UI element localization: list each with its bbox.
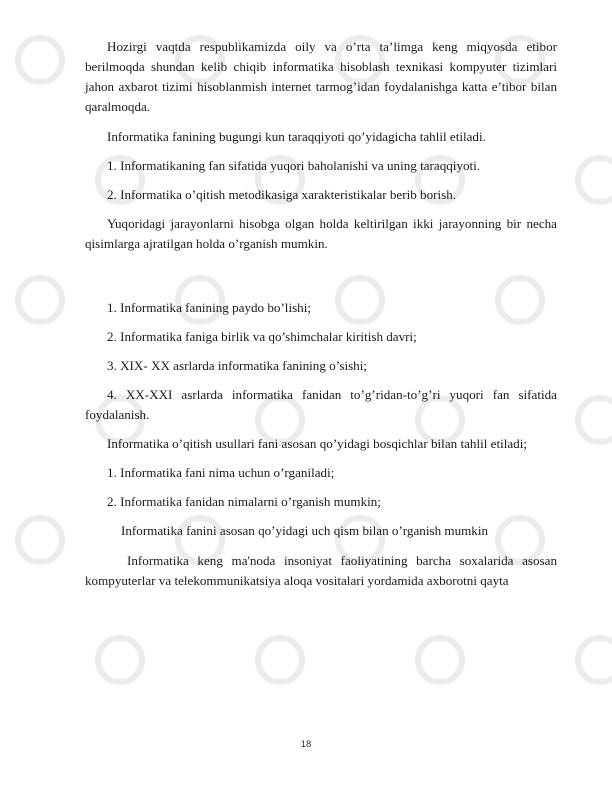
- paragraph-teaching-methods: Informatika o’qitish usullari fani asosan qo’yidagi bosqichlar bilan tahlil etiladi;: [107, 436, 527, 451]
- list-item-2: 2. Informatika o’qitish metodikasiga xarakteristikalar berib borish.: [107, 187, 457, 202]
- paragraph-analysis-lead: Informatika fanining bugungi kun taraqqiyoti qo’yidagicha tahlil etiladi.: [107, 129, 486, 144]
- page-number: 18: [300, 739, 312, 750]
- document-body: [85, 37, 557, 601]
- list-item-1: 1. Informatikaning fan sifatida yuqori baholanishi va uning taraqqiyoti.: [107, 158, 481, 173]
- paragraph-intro: Hozirgi vaqtda respublikamizda oily va o’rta ta’limga keng miqyosda etibor berilmoqda shundan kelib chiqib informatika hisoblash texnikasi kompyuter tizimlari jahon axbarot tizimi hisoblanmish internet tarmog’idan foydalanishga katta e’tibor bilan qaralmoqda.: [85, 39, 557, 114]
- list-item-history-3: 3. XIX- XX asrlarda informatika fanining o’sishi;: [107, 358, 367, 373]
- list-item-history-1: 1. Informatika fanining paydo bo’lishi;: [107, 300, 312, 315]
- list-item-why: 1. Informatika fani nima uchun o’rganiladi;: [107, 465, 335, 480]
- list-item-what: 2. Informatika fanidan nimalarni o’rganish mumkin;: [107, 494, 381, 509]
- paragraph-broad-meaning: Informatika keng ma'noda insoniyat faoliyatining barcha soxalarida asosan kompyuterlar va telekommunikatsiya aloqa vositalari yordamida axborotni qayta: [85, 553, 557, 588]
- paragraph-processes: Yuqoridagi jarayonlarni hisobga olgan holda keltirilgan ikki jarayonning bir necha qisimlarga ajratilgan holda o’rganish mumkin.: [85, 216, 557, 251]
- list-item-history-4: 4. XX-XXI asrlarda informatika fanidan to’g’ridan-to’g’ri yuqori fan sifatida foydalanish.: [85, 387, 557, 422]
- paragraph-three-parts: Informatika fanini asosan qo’yidagi uch qism bilan o’rganish mumkin: [121, 523, 489, 538]
- list-item-history-2: 2. Informatika faniga birlik va qo’shimchalar kiritish davri;: [107, 329, 417, 344]
